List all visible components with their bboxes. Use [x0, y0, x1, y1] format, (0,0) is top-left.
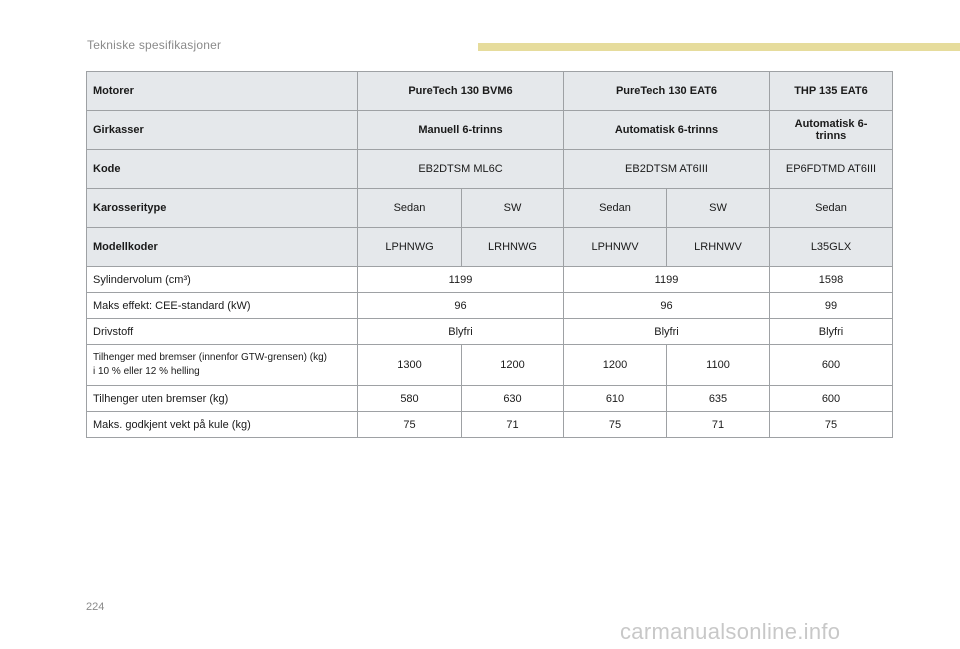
- row-label-line: Tilhenger med bremser (innenfor GTW-grensen) (kg): [93, 351, 327, 363]
- cell: 1200: [564, 345, 667, 386]
- cell: 96: [564, 293, 770, 319]
- cell: Sedan: [770, 189, 893, 228]
- cell: Sedan: [358, 189, 462, 228]
- row-label: Motorer: [87, 72, 358, 111]
- cell: EB2DTSM AT6III: [564, 150, 770, 189]
- cell: 1199: [358, 267, 564, 293]
- cell: Automatisk 6-trinns: [564, 111, 770, 150]
- row-label: Maks. godkjent vekt på kule (kg): [87, 412, 358, 438]
- cell: 71: [667, 412, 770, 438]
- row-label: Maks effekt: CEE-standard (kW): [87, 293, 358, 319]
- row-tilhenger-med-bremser: [87, 345, 893, 386]
- cell: EB2DTSM ML6C: [358, 150, 564, 189]
- row-label: [87, 345, 358, 386]
- cell: Blyfri: [770, 319, 893, 345]
- cell: Automatisk 6-trinns: [770, 111, 893, 150]
- spec-table: [86, 71, 893, 438]
- cell: Blyfri: [358, 319, 564, 345]
- row-label: Drivstoff: [87, 319, 358, 345]
- cell: THP 135 EAT6: [770, 72, 893, 111]
- cell: LPHNWG: [358, 228, 462, 267]
- row-label: Karosseritype: [87, 189, 358, 228]
- cell: 1100: [667, 345, 770, 386]
- cell: 1598: [770, 267, 893, 293]
- cell: 635: [667, 386, 770, 412]
- cell: EP6FDTMD AT6III: [770, 150, 893, 189]
- cell: LRHNWV: [667, 228, 770, 267]
- cell: LPHNWV: [564, 228, 667, 267]
- row-label: Modellkoder: [87, 228, 358, 267]
- row-maks-effekt: [87, 293, 893, 319]
- cell: Blyfri: [564, 319, 770, 345]
- row-label: Sylindervolum (cm³): [87, 267, 358, 293]
- row-sylindervolum: [87, 267, 893, 293]
- cell: PureTech 130 BVM6: [358, 72, 564, 111]
- row-karosseritype: [87, 189, 893, 228]
- row-kode: [87, 150, 893, 189]
- row-label-line: i 10 % eller 12 % helling: [93, 366, 200, 377]
- cell: 1200: [462, 345, 564, 386]
- row-girkasser: [87, 111, 893, 150]
- cell: 75: [770, 412, 893, 438]
- header-accent-bar: [478, 43, 960, 51]
- section-title: Tekniske spesifikasjoner: [87, 38, 222, 52]
- cell: 75: [564, 412, 667, 438]
- cell: 610: [564, 386, 667, 412]
- cell: 99: [770, 293, 893, 319]
- cell: 1300: [358, 345, 462, 386]
- row-maks-kule: [87, 412, 893, 438]
- cell: LRHNWG: [462, 228, 564, 267]
- cell: PureTech 130 EAT6: [564, 72, 770, 111]
- cell: 600: [770, 345, 893, 386]
- cell: Sedan: [564, 189, 667, 228]
- page-number: 224: [86, 601, 105, 613]
- cell: Manuell 6-trinns: [358, 111, 564, 150]
- cell: 1199: [564, 267, 770, 293]
- row-modellkoder: [87, 228, 893, 267]
- row-label: Tilhenger uten bremser (kg): [87, 386, 358, 412]
- cell: 96: [358, 293, 564, 319]
- row-label: Kode: [87, 150, 358, 189]
- cell: L35GLX: [770, 228, 893, 267]
- cell: SW: [667, 189, 770, 228]
- cell: 580: [358, 386, 462, 412]
- row-drivstoff: [87, 319, 893, 345]
- cell: 71: [462, 412, 564, 438]
- cell: SW: [462, 189, 564, 228]
- watermark: carmanualsonline.info: [620, 619, 841, 644]
- cell: 630: [462, 386, 564, 412]
- cell: 600: [770, 386, 893, 412]
- row-label: Girkasser: [87, 111, 358, 150]
- row-tilhenger-uten-bremser: [87, 386, 893, 412]
- row-motorer: [87, 72, 893, 111]
- cell: 75: [358, 412, 462, 438]
